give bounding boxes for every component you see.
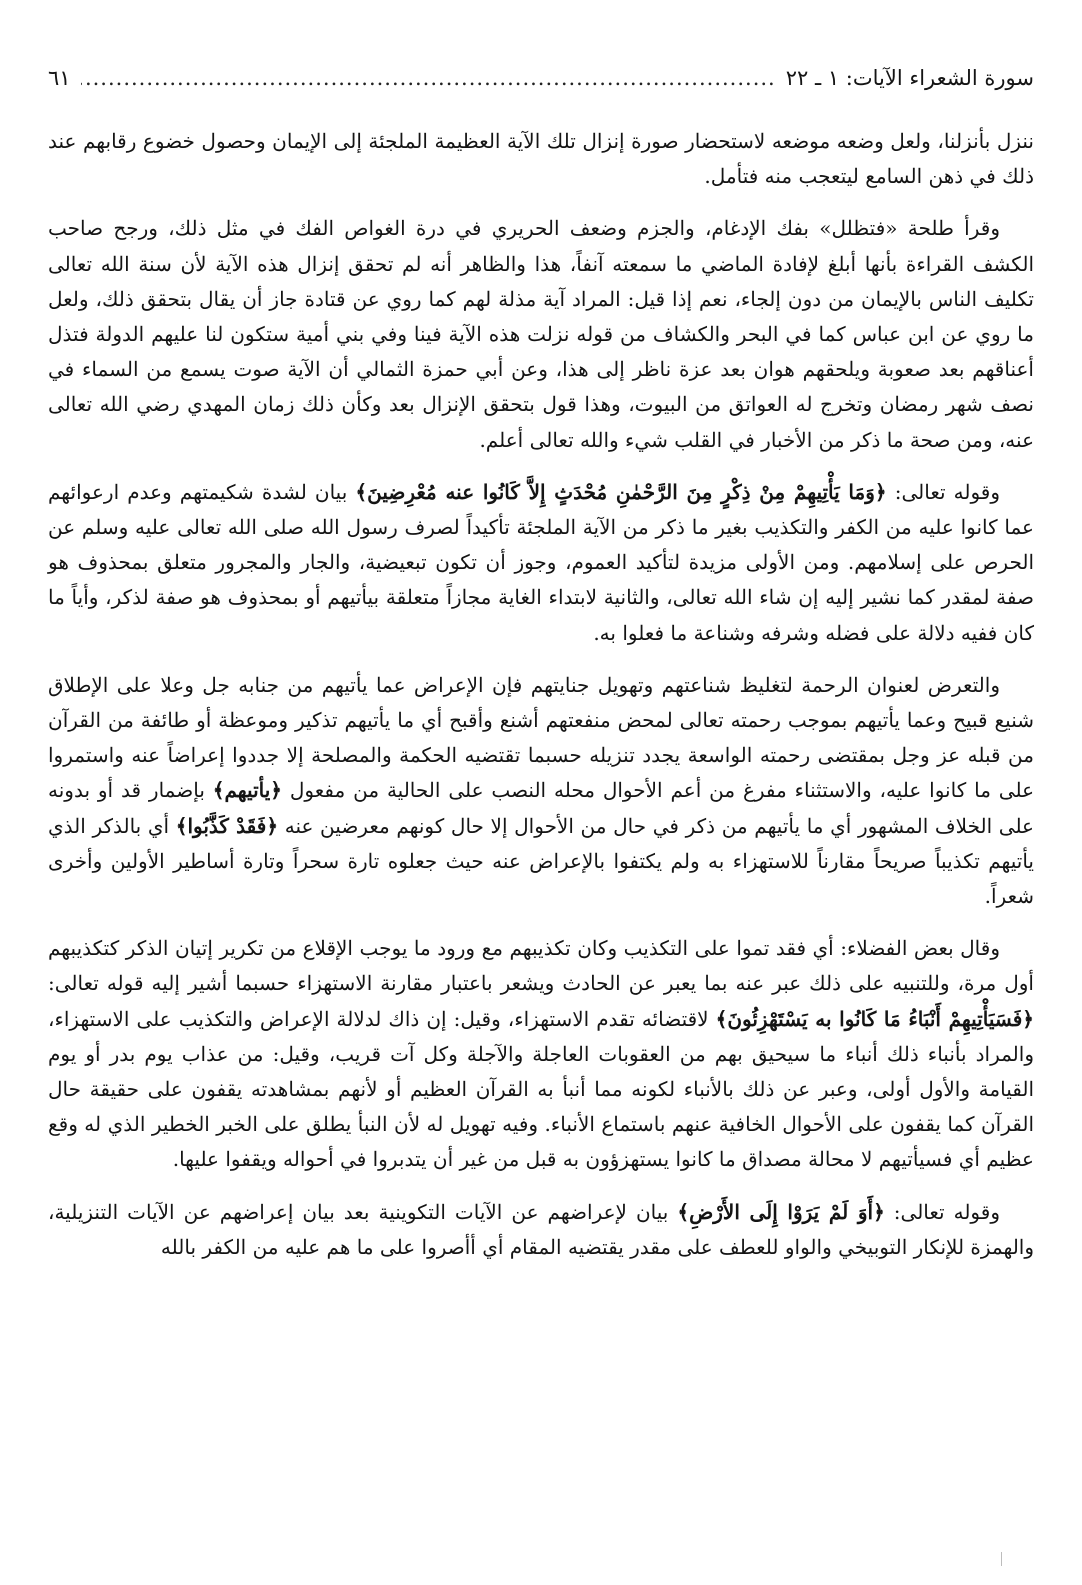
- header-leader-dots: [81, 58, 776, 98]
- running-header: [48, 58, 1034, 98]
- body-text: [48, 124, 1034, 1265]
- paragraph-text: ننزل بأنزلنا، ولعل وضعه موضعه لاستحضار صورة إنزال تلك الآية العظيمة الملجئة إلى الإيمان وحصول خضوع رقابهم عند ذلك في ذهن السامع ليتعجب منه فتأمل.: [48, 129, 1034, 189]
- paragraph-text: وقوله تعالى:: [884, 1199, 1000, 1224]
- quran-verse: ﴿وَمَا يَأْتِيهِمْ مِنْ ذِكْرٍ مِنَ الرَّحْمٰنِ مُحْدَثٍ إِلاَّ كَانُوا عنه مُعْرِضِينَ﴾: [355, 479, 887, 504]
- scan-edge-mark: [1001, 1552, 1002, 1566]
- paragraph-text: أي بالذكر الذي يأتيهم تكذيباً صريحاً مقارناً للاستهزاء به ولم يكتفوا بالإعراض عنه حيث جعلوه تارة سحراً وتارة أساطير الأولين وأخرى شعراً.: [48, 813, 1034, 909]
- paragraph: [48, 1195, 1034, 1265]
- paragraph-text: وقرأ طلحة «فتظلل» بفك الإدغام، والجزم وضعف الحريري في درة الغواص الفك في مثل ذلك، ورجح صاحب الكشف القراءة بأنها أبلغ لإفادة الماضي ما سمعته آنفاً، هذا والظاهر أنه لم تحقق إنزال هذه الآية لأن سنة الله تعالى تكليف الناس بالإيمان من دون إلجاء، نعم إذا قيل: المراد آية مذلة لهم كما روي عن قتادة جاز أن يقال بتحقق ذلك، ولعل ما روي عن ابن عباس كما في البحر والكشاف من قوله نزلت هذه الآية فينا وفي بني أمية ستكون لنا عليهم الدولة فتذل أعناقهم بعد صعوبة ويلحقهم هوان بعد عزة ناظر إلى هذا، وعن أبي حمزة الثمالي أن الآية صوت يسمع من السماء في نصف شهر رمضان وتخرج له العواتق من البيوت، وهذا قول بتحقق الإنزال بعد وكأن ذلك زمان المهدي رضي الله تعالى عنه، ومن صحة ما ذكر من الأخبار في القلب شيء والله تعالى أعلم.: [48, 216, 1034, 452]
- header-title: سورة الشعراء الآيات: ١ ـ ٢٢: [785, 66, 1034, 90]
- paragraph: [48, 475, 1034, 651]
- paragraph-text: لاقتضائه تقدم الاستهزاء، وقيل: إن ذاك لدلالة الإعراض والتكذيب على الاستهزاء، والمراد بأنباء ذلك أنباء ما سيحيق بهم من العقوبات العاجلة والآجلة وكل آت قريب، وقيل: من عذاب يوم بدر أو يوم القيامة والأول أولى، وعبر عن ذلك بالأنباء لكونه مما أنبأ به القرآن العظيم أو لأنهم بمشاهدته يقفون على حقيقة حال القرآن كما يقفون على الأحوال الخافية عنهم باستماع الأنباء. وفيه تهويل له لأن النبأ يطلق على الخبر الخطير الذي له وقع عظيم أي فسيأتيهم لا محالة مصداق ما كانوا يستهزؤون به قبل من غير أن يتدبروا في أحواله ويقفوا عليها.: [48, 1006, 1034, 1172]
- paragraph: [48, 931, 1034, 1177]
- paragraph-text: بيان لشدة شكيمتهم وعدم ارعوائهم عما كانوا عليه من الكفر والتكذيب بغير ما ذكر من الآية الملجئة تأكيداً لصرف رسول الله صلى الله تعالى عليه وسلم عن الحرص على إسلامهم. ومن الأولى مزيدة لتأكيد العموم، وجوز أن تكون تبعيضية، والجار والمجرور متعلق بمحذوف هو صفة لمقدر كما نشير إليه إن شاء الله تعالى، والثانية لابتداء الغاية مجازاً متعلقة بيأتيهم أو بمحذوف هو صفة لذكر، وأياً ما كان ففيه دلالة على فضله وشرفه وشناعة ما فعلوا به.: [48, 479, 1034, 645]
- paragraph-text: والتعرض لعنوان الرحمة لتغليظ شناعتهم وتهويل جنايتهم فإن الإعراض عما يأتيهم من جنابه جل وعلا على الإطلاق شنيع قبيح وعما يأتيهم بموجب رحمته تعالى لمحض منفعتهم أشنع وأقبح أي ما يأتيهم تذكير وموعظة أو طائفة من القرآن من قبله عز وجل بمقتضى رحمته الواسعة يجدد تنزيله حسبما تقتضيه الحكمة والمصلحة إلا جددوا إعراضاً عنه واستمروا على ما كانوا عليه، والاستثناء مفرغ من أعم الأحوال محله النصب على الحالية من مفعول: [48, 672, 1035, 803]
- quran-verse: ﴿فَسَيَأْتِيهِمْ أَنْبَاءُ مَا كَانُوا به يَسْتَهْزِئُونَ﴾: [715, 1006, 1034, 1031]
- paragraph-text: بإضمار قد أو بدونه على الخلاف المشهور أي ما يأتيهم من ذكر في حال من الأحوال إلا حال كونهم معرضين عنه: [48, 778, 1034, 838]
- quran-verse: ﴿يأتيهم﴾: [212, 778, 283, 803]
- paragraph-text: بيان لإعراضهم عن الآيات التكوينية بعد بيان إعراضهم عن الآيات التنزيلية، والهمزة للإنكار التوبيخي والواو للعطف على مقدر يقتضيه المقام أي أأصروا على ما هم عليه من الكفر بالله: [48, 1199, 1034, 1259]
- page-number: ٦١: [48, 66, 71, 90]
- paragraph: [48, 668, 1034, 914]
- paragraph: [48, 211, 1034, 457]
- quran-verse: ﴿أَوَ لَمْ يَرَوْا إِلَى الأَرْضِ﴾: [677, 1199, 885, 1224]
- quran-verse: ﴿فَقَدْ كَذَّبُوا﴾: [175, 813, 279, 838]
- paragraph: [48, 124, 1034, 194]
- paragraph-text: وقوله تعالى:: [886, 479, 1001, 504]
- paragraph-text: وقال بعض الفضلاء: أي فقد تموا على التكذيب وكان تكذيبهم مع ورود ما يوجب الإقلاع من تكرير إتيان الذكر كتكذيبهم أول مرة، وللتنبيه على ذلك عبر عنه بما يعبر عن الحادث ويشعر باعتبار مقارنة الاستهزاء حسبما أشير إليه قوله تعالى:: [48, 936, 1034, 996]
- document-page: [48, 58, 1034, 1282]
